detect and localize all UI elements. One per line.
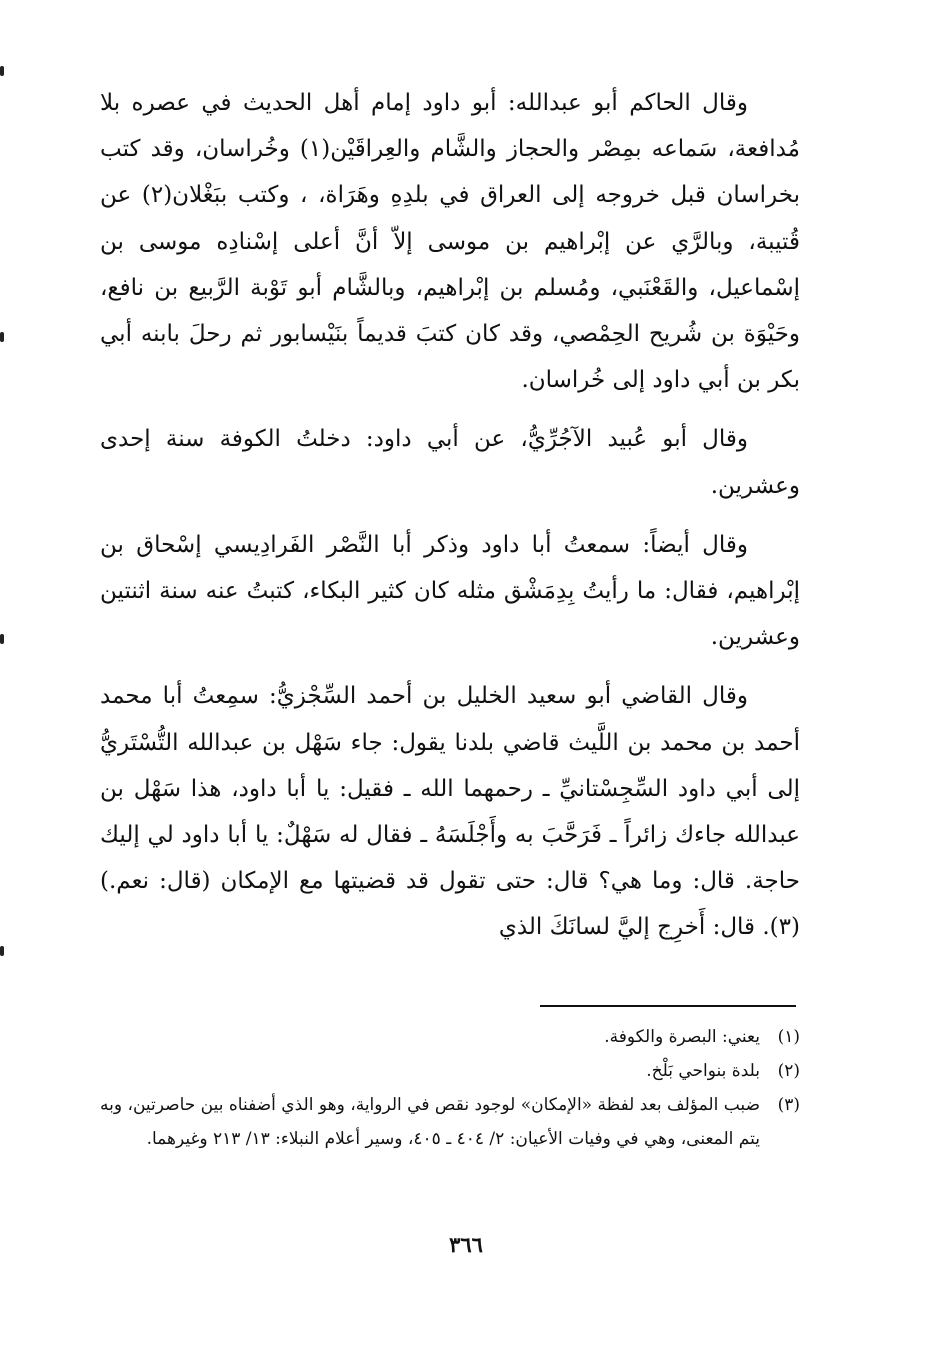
binding-mark: [0, 66, 4, 76]
binding-mark: [0, 946, 4, 956]
footnote-number: (٣): [777, 1095, 800, 1115]
paragraph: وقال الحاكم أبو عبدالله: أبو داود إمام أهل الحديث في عصره بلا مُدافعة، سَماعه بمِصْر والحجاز والشَّام والعِراقَيْن(١) وخُراسان، وقد كتب بخراسان قبل خروجه إلى العراق في بلدِهِ وهَرَاة، ، وكتب ببَغْلان(٢) عن قُتيبة، وبالرَّي عن إبْراهيم بن موسى إلاّ أنَّ أعلى إسْنادِه موسى بن إسْماعيل، والقَعْنَبي، ومُسلم بن إبْراهيم، وبالشَّام أبو تَوْبة الرَّبيع بن نافع، وحَيْوَة بن شُريح الحِمْصي، وقد كان كتبَ قديماً بنَيْسابور ثم رحلَ بابنه أبي بكر بن أبي داود إلى خُراسان.: [100, 90, 800, 394]
page-number: ٣٦٦: [449, 1232, 483, 1257]
footnote: [100, 1020, 800, 1054]
footnote-number: (١): [777, 1027, 800, 1047]
footnote-separator: [540, 1005, 796, 1007]
footnotes: [100, 1020, 800, 1156]
paragraph: وقال القاضي أبو سعيد الخليل بن أحمد السِّجْزيُّ: سمِعتُ أبا محمد أحمد بن محمد بن اللَّيث قاضي بلدنا يقول: جاء سَهْل بن عبدالله التُّسْتَريُّ إلى أبي داود السِّجِسْتانيِّ ـ رحمهما الله ـ فقيل: يا أبا داود، هذا سَهْل بن عبدالله جاءك زائراً ـ فَرَحَّبَ به وأَجْلَسَهُ ـ فقال له سَهْلٌ: يا أبا داود لي إليك حاجة. قال: وما هي؟ قال: حتى تقول قد قضيتها مع الإمكان (قال: نعم.)(٣). قال: أَخرِج إليَّ لسانَكَ الذي: [100, 683, 800, 941]
binding-mark: [0, 634, 4, 644]
paragraph: وقال أيضاً: سمعتُ أبا داود وذكر أبا النَّصْر الفَرادِيسي إسْحاق بن إبْراهيم، فقال: ما رأيتُ بِدِمَشْق مثله كان كثير البكاء، كتبتُ عنه سنة اثنتين وعشرين.: [100, 531, 800, 651]
footnote-text: يعني: البصرة والكوفة.: [604, 1027, 760, 1047]
paragraph: وقال أبو عُبيد الآجُرِّيُّ، عن أبي داود: دخلتُ الكوفة سنة إحدى وعشرين.: [100, 426, 800, 499]
footnote-text: بلدة بنواحي بَلْخ.: [646, 1061, 760, 1081]
footnote: [100, 1088, 800, 1156]
footnote-text: ضبب المؤلف بعد لفظة «الإمكان» لوجود نقص في الرواية، وهو الذي أضفناه بين حاصرتين، وبه يتم المعنى، وهي في وفيات الأعيان: ٢/ ٤٠٤ ـ ٤٠٥، وسير أعلام النبلاء: ١٣/ ٢١٣ وغيرهما.: [100, 1095, 760, 1149]
main-text: [100, 80, 800, 964]
binding-mark: [0, 332, 4, 342]
footnote: [100, 1054, 800, 1088]
footnote-number: (٢): [777, 1061, 800, 1081]
